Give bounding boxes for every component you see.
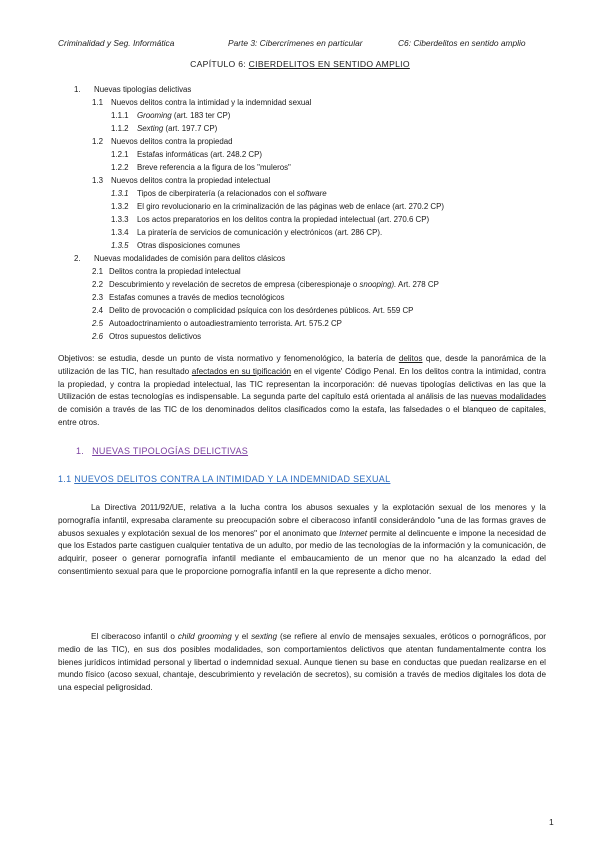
toc-text: Estafas informáticas (art. 248.2 CP) xyxy=(137,150,262,159)
toc-number: 1.1.2 xyxy=(111,124,129,133)
toc-text: Los actos preparatorios en los delitos contra la propiedad intelectual (art. 270.6 CP) xyxy=(137,215,430,224)
toc-number: 2.2 xyxy=(92,280,103,289)
toc-emphasis: snooping). xyxy=(359,280,397,289)
toc-number: 1.1 xyxy=(92,98,103,107)
toc-text xyxy=(137,124,217,134)
toc-number: 2.3 xyxy=(92,293,103,302)
chapter-prefix: CAPÍTULO 6: xyxy=(190,59,249,69)
section-title: NUEVAS TIPOLOGÍAS DELICTIVAS xyxy=(92,446,249,456)
toc-text: Delito de provocación o complicidad psíquica con los desórdenes públicos. Art. 559 CP xyxy=(109,306,414,315)
paragraph-text: y el xyxy=(231,632,252,641)
toc-number: 1. xyxy=(74,85,81,94)
objectives-underlined: nuevas modalidades xyxy=(470,392,546,402)
page-number: 1 xyxy=(549,817,554,827)
toc-number: 1.3.2 xyxy=(111,202,129,211)
toc-text: Autoadoctrinamiento o autoadiestramiento terrorista. Art. 575.2 CP xyxy=(109,319,342,328)
toc-number: 1.3.5 xyxy=(111,241,129,250)
running-header-right: C6: Ciberdelitos en sentido amplio xyxy=(398,38,526,48)
toc-text-tail: (art. 183 ter CP) xyxy=(171,111,231,120)
toc-text xyxy=(137,189,327,199)
toc-text: Nuevos delitos contra la propiedad xyxy=(111,137,233,146)
paragraph-text: El ciberacoso infantil o xyxy=(91,632,178,641)
toc-text-tail: (art. 197.7 CP) xyxy=(163,124,218,133)
toc-number: 1.2 xyxy=(92,137,103,146)
toc-emphasis: Grooming xyxy=(137,111,172,120)
toc-text: Delitos contra la propiedad intelectual xyxy=(109,267,241,276)
toc-text: Otros supuestos delictivos xyxy=(109,332,202,341)
toc-number: 1.2.1 xyxy=(111,150,129,159)
toc-text-head: Tipos de ciberpiratería (a relacionados con el xyxy=(137,189,297,198)
objectives-text: que, desde la panorámica de la utilización de las TIC, han resultado xyxy=(58,354,546,376)
chapter-title xyxy=(0,59,600,69)
toc-text: El giro revolucionario en la criminalización de las páginas web de enlace (art. 270.2 CP) xyxy=(137,202,445,211)
toc-text-tail: Art. 278 CP xyxy=(396,280,439,289)
running-header-left: Criminalidad y Seg. Informática xyxy=(58,38,175,48)
toc-number: 1.3 xyxy=(92,176,103,185)
objectives-underlined: delitos xyxy=(398,354,423,363)
toc-text: Nuevos delitos contra la intimidad y la indemnidad sexual xyxy=(111,98,312,107)
toc-emphasis: Sexting xyxy=(137,124,164,133)
toc-number: 1.3.1 xyxy=(111,189,129,198)
section-heading-1-1 xyxy=(58,474,390,484)
objectives-underlined: afectados en su tipificación xyxy=(191,366,292,376)
toc-text: La piratería de servicios de comunicación y electrónicos (art. 286 CP). xyxy=(137,228,383,237)
section-number: 1. xyxy=(76,446,85,456)
toc-text: Breve referencia a la figura de los "muleros" xyxy=(137,163,291,172)
toc-text xyxy=(109,280,439,290)
paragraph-text: (se refiere al envío de mensajes sexuales, eróticos o pornográficos, por medio de las TIC), en sus dos posibles modalidades, son comportamientos delictivos que atentan fundamentalmente contra los bienes jurídicos intimidad personal y libertad o indemnidad sexual. Aunque tienen su base en conductas que puedan realizarse en el mundo físico (acoso sexual, chantaje, descubrimiento y revelación de secretos), su comisión a través de medios digitales los dota de una especial peligrosidad. xyxy=(58,632,547,693)
toc-number: 1.2.2 xyxy=(111,163,129,172)
toc-emphasis: software xyxy=(296,189,327,198)
paragraph-emphasis: child grooming xyxy=(177,632,232,641)
paragraph-text: permite al delincuente e impone la necesidad de que los Estados parte castiguen cualquier tentativa de un adulto, por medio de las tecnologías de la información y la comunicación, de adquirir, poseer o generar pornografía infantil mediante el embaucamiento de un menor que no ha alcanzado la edad del consentimiento sexual para que le proporcione pornografía infantil en la que represente a dicho menor. xyxy=(58,528,547,576)
toc-text: Otras disposiciones comunes xyxy=(137,241,241,250)
toc-text: Nuevos delitos contra la propiedad intelectual xyxy=(111,176,271,185)
objectives-text: Objetivos: se estudia, desde un punto de vista normativo y fenomenológico, la batería de xyxy=(58,354,399,363)
toc-number: 1.3.3 xyxy=(111,215,129,224)
section-title: NUEVOS DELITOS CONTRA LA INTIMIDAD Y LA INDEMNIDAD SEXUAL xyxy=(74,474,391,484)
toc-text: Nuevas tipologías delictivas xyxy=(94,85,192,94)
running-header-middle: Parte 3: Cibercrímenes en particular xyxy=(228,38,363,48)
toc-number: 1.1.1 xyxy=(111,111,129,120)
toc-number: 2.5 xyxy=(92,319,103,328)
toc-text: Estafas comunes a través de medios tecnológicos xyxy=(109,293,285,302)
objectives-paragraph xyxy=(58,353,546,430)
toc-number: 1.3.4 xyxy=(111,228,129,237)
toc-number: 2. xyxy=(74,254,81,263)
chapter-title-text: CIBERDELITOS EN SENTIDO AMPLIO xyxy=(248,59,410,69)
toc-text-head: Descubrimiento y revelación de secretos de empresa (ciberespionaje o xyxy=(109,280,360,289)
paragraph-emphasis: sexting xyxy=(251,632,278,641)
section-heading-1 xyxy=(76,446,248,456)
objectives-text: de comisión a través de las TIC de los denominados delitos clasificados como la estafa, las falsedades o el blanqueo de capitales, entre otros. xyxy=(58,405,546,427)
toc-text xyxy=(137,111,230,121)
toc-number: 2.6 xyxy=(92,332,103,341)
section-number: 1.1 xyxy=(58,474,75,484)
paragraph-emphasis: Internet xyxy=(339,528,367,538)
paragraph-text: La Directiva 2011/92/UE, relativa a la lucha contra los abusos sexuales y la explotación sexual de los menores y la pornografía infantil, expresaba claramente su preocupación sobre el ciberacoso infantil considerándolo "una de las formas graves de abusos sexuales y explotación sexual de los menores" por el anonimato que xyxy=(58,503,546,538)
objectives-text: en el vigente' Código Penal. En los delitos contra la intimidad, contra la propiedad, y contra la propiedad intelectual, las TIC representan la incorporación: dé nuevas tipologías delictivas en las que la Utilización de estas tecnologías es indispensable. La segunda parte del capítulo está orientada al análisis de las xyxy=(58,366,546,402)
toc-number: 2.4 xyxy=(92,306,103,315)
body-paragraph xyxy=(58,502,546,579)
toc-number: 2.1 xyxy=(92,267,103,276)
body-paragraph xyxy=(58,631,546,695)
toc-text: Nuevas modalidades de comisión para delitos clásicos xyxy=(94,254,286,263)
